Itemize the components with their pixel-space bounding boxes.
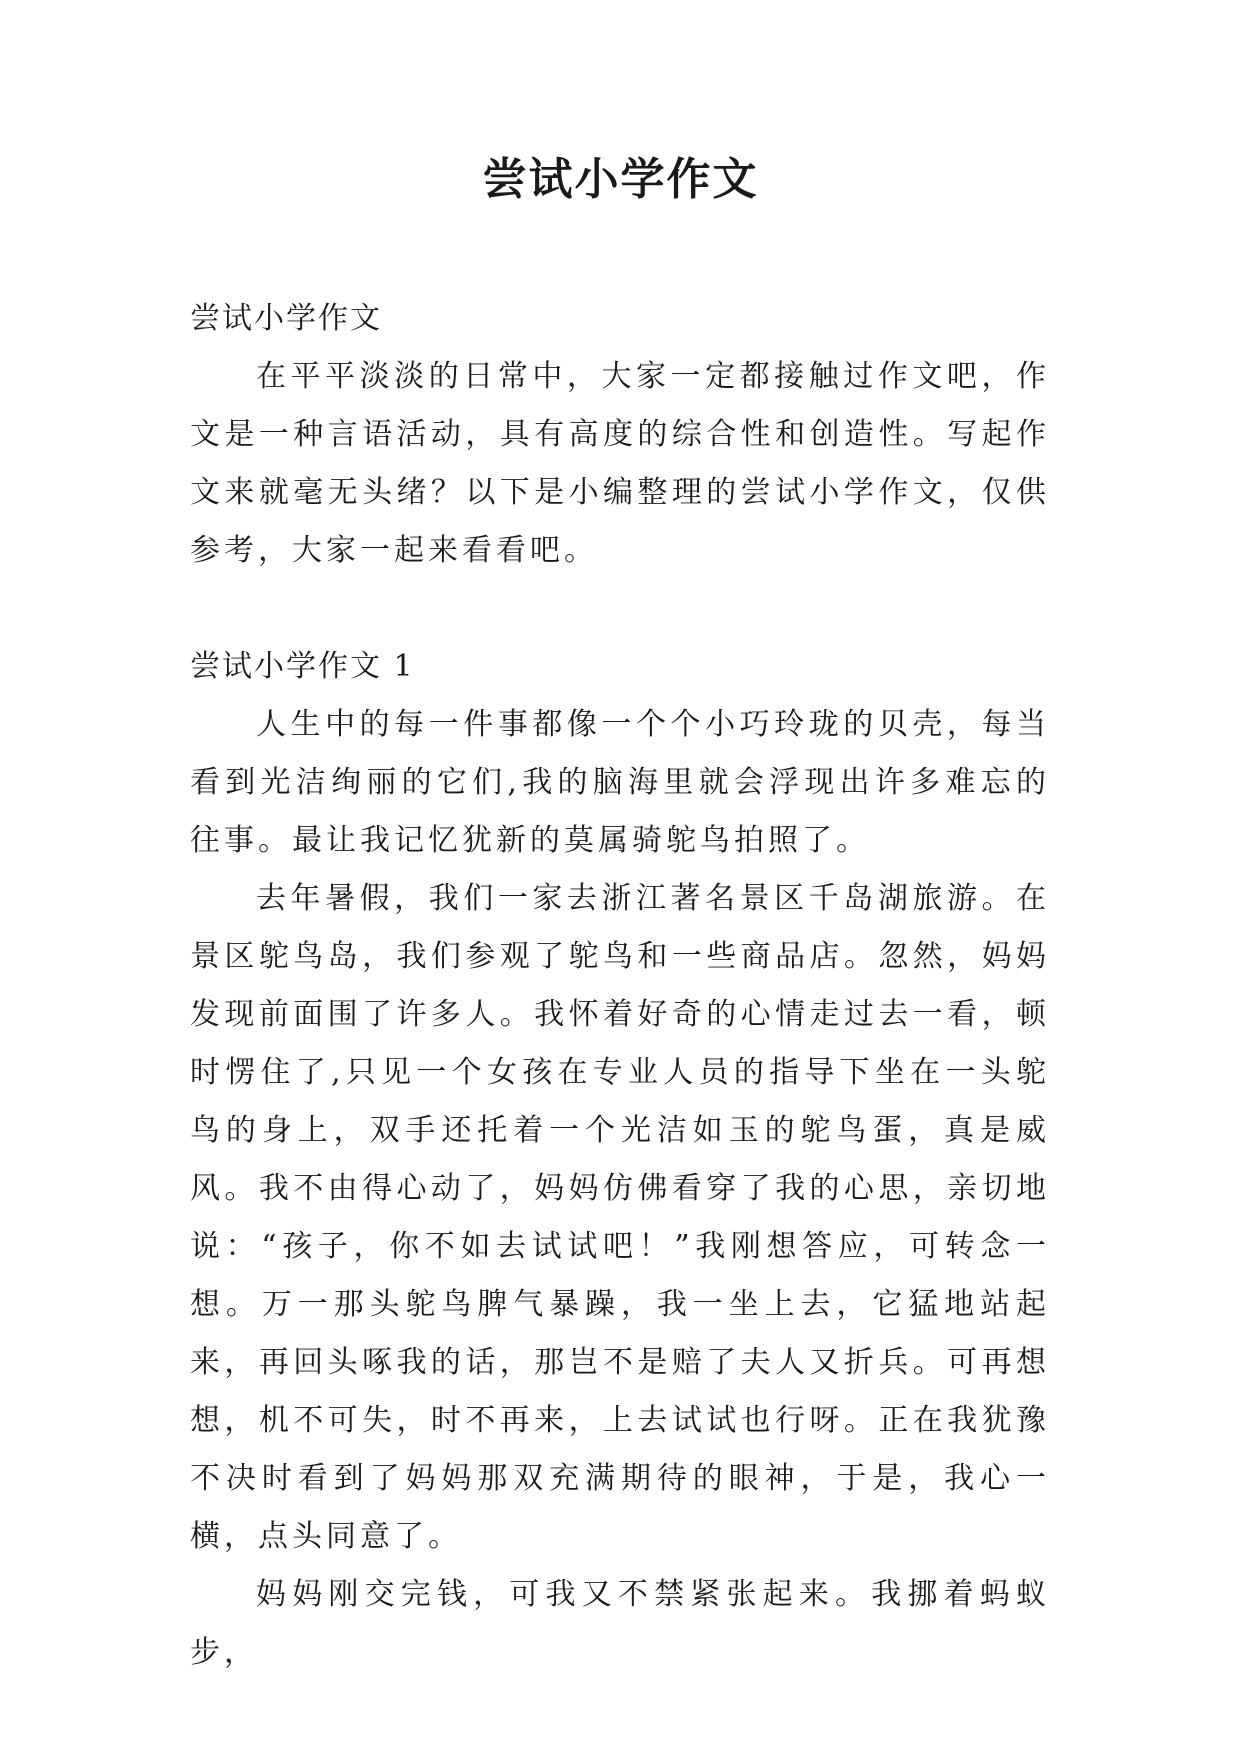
document-body [190,290,1050,1682]
intro-paragraph: 在平平淡淡的日常中，大家一定都接触过作文吧，作文是一种言语活动，具有高度的综合性和创造性。写起作文来就毫无头绪？以下是小编整理的尝试小学作文，仅供参考，大家一起来看看吧。 [190,359,1050,568]
body-paragraph: 妈妈刚交完钱，可我又不禁紧张起来。我挪着蚂蚁步， [190,1577,1050,1670]
body-paragraph: 去年暑假，我们一家去浙江著名景区千岛湖旅游。在景区鸵鸟岛，我们参观了鸵鸟和一些商品店。忽然，妈妈发现前面围了许多人。我怀着好奇的心情走过去一看，顿时愣住了,只见一个女孩在专业人员的指导下坐在一头鸵鸟的身上，双手还托着一个光洁如玉的鸵鸟蛋，真是威风。我不由得心动了，妈妈仿佛看穿了我的心思，亲切地说：“孩子，你不如去试试吧！”我刚想答应，可转念一想。万一那头鸵鸟脾气暴躁，我一坐上去，它猛地站起来，再回头啄我的话，那岂不是赔了夫人又折兵。可再想想，机不可失，时不再来，上去试试也行呀。正在我犹豫不决时看到了妈妈那双充满期待的眼神，于是，我心一横，点头同意了。 [190,881,1050,1554]
body-paragraph: 人生中的每一件事都像一个个小巧玲珑的贝壳，每当看到光洁绚丽的它们,我的脑海里就会浮现出许多难忘的往事。最让我记忆犹新的莫属骑鸵鸟拍照了。 [190,707,1050,858]
section-spacer [190,580,1050,638]
document-title: 尝试小学作文 [482,154,759,205]
intro-heading: 尝试小学作文 [190,301,382,336]
section-heading: 尝试小学作文 1 [190,649,415,684]
